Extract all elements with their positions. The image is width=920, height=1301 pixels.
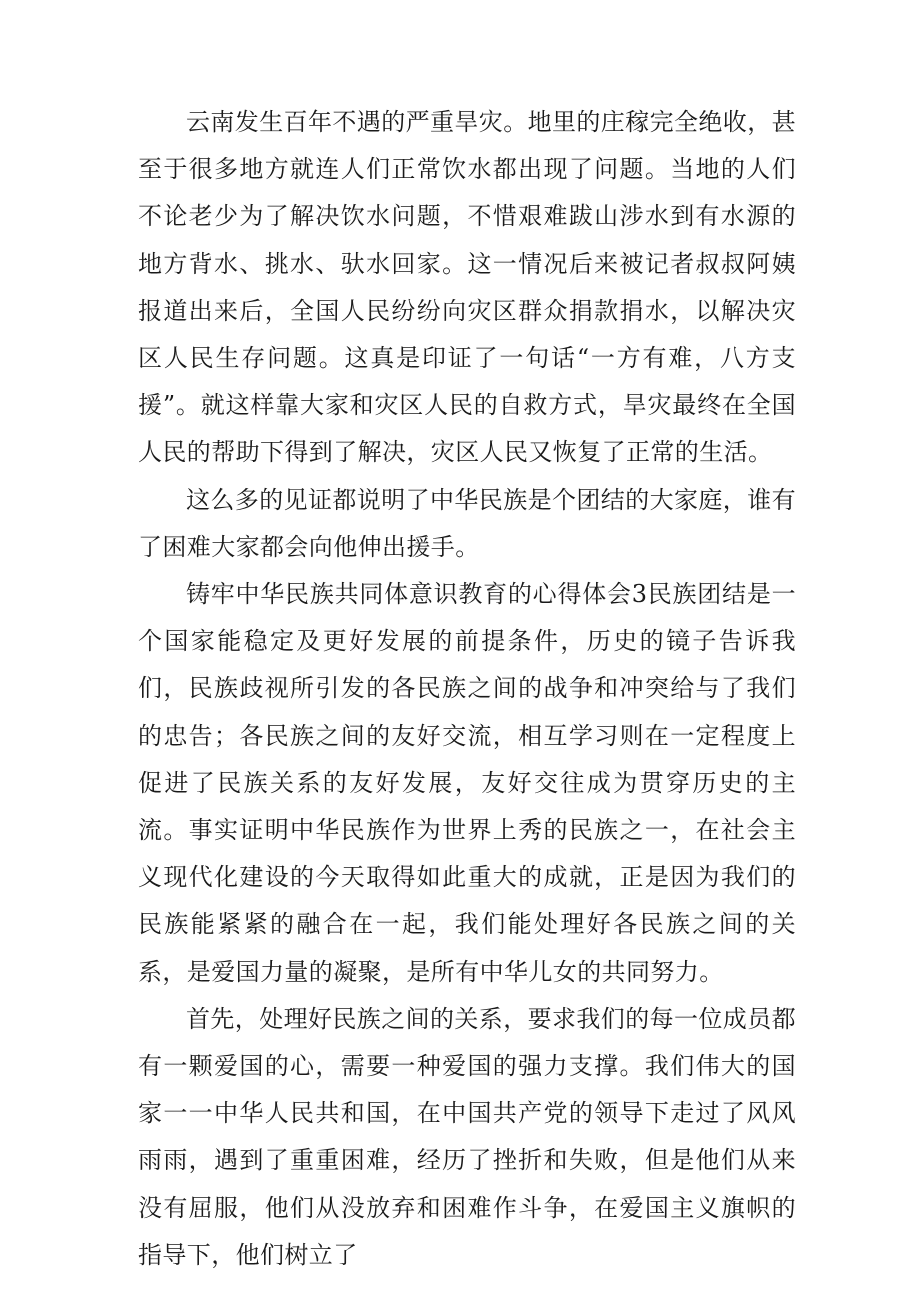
paragraph-ethnic-unity: 铸牢中华民族共同体意识教育的心得体会3民族团结是一个国家能稳定及更好发展的前提条件，历史的镜子告诉我们，民族歧视所引发的各民族之间的战争和冲突给与了我们的忠告；各民族之间的友好交流，相互学习则在一定程度上促进了民族关系的友好发展，友好交往成为贯穿历史的主流。事实证明中华民族作为世界上秀的民族之一，在社会主义现代化建设的今天取得如此重大的成就，正是因为我们的民族能紧紧的融合在一起，我们能处理好各民族之间的关系，是爱国力量的凝聚，是所有中华儿女的共同努力。 [138,580,796,986]
paragraph-patriotism: 首先，处理好民族之间的关系，要求我们的每一位成员都有一颗爱国的心，需要一种爱国的强力支撑。我们伟大的国家一一中华人民共和国，在中国共产党的领导下走过了风风雨雨，遇到了重重困难，经历了挫折和失败，但是他们从来没有屈服，他们从没放弃和困难作斗争，在爱国主义旗帜的指导下，他们树立了 [138,1004,796,1269]
paragraph-united-family: 这么多的见证都说明了中华民族是个团结的大家庭，谁有了困难大家都会向他伸出援手。 [138,485,796,561]
document-body [138,99,796,1279]
paragraph-drought-relief: 云南发生百年不遇的严重旱灾。地里的庄稼完全绝收，甚至于很多地方就连人们正常饮水都出现了问题。当地的人们不论老少为了解决饮水问题，不惜艰难跋山涉水到有水源的地方背水、挑水、驮水回家。这一情况后来被记者叔叔阿姨报道出来后，全国人民纷纷向灾区群众捐款捐水，以解决灾区人民生存问题。这真是印证了一句话“一方有难，八方支援”。就这样靠大家和灾区人民的自救方式，旱灾最终在全国人民的帮助下得到了解决，灾区人民又恢复了正常的生活。 [138,108,796,467]
